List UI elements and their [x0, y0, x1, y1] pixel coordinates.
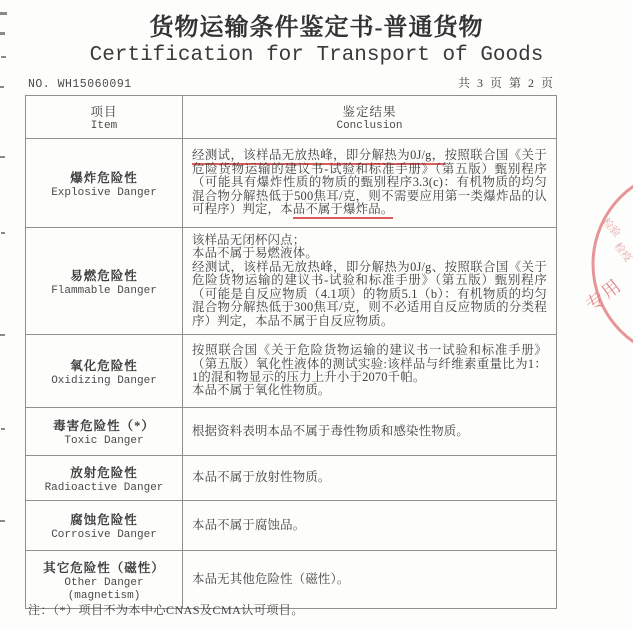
item-label-explosive	[26, 139, 183, 227]
item-label-radioactive-cn: 放射危险性	[70, 465, 138, 480]
item-label-corrosive-cn: 腐蚀危险性	[70, 513, 138, 527]
item-label-oxidizing-en: Oxidizing Danger	[51, 374, 157, 387]
table-header-row	[26, 96, 556, 138]
conclusion-flammable-line3: 经测试，该样品无放热峰，即分解热为0J/g、按照联合国《关于危险货物运输的建议书-试验和标准手册》（第五版）甄别程序（可能是自反应物质（4.1项）的物质5.1（b）：有机物质的均匀混合物分解热低于300焦耳/克，则不必适用自反应物质的分类程序）判定，本品不属于自反应物质。	[192, 259, 547, 328]
item-label-corrosive	[26, 501, 183, 550]
conclusion-radioactive	[183, 456, 556, 500]
document-number: NO. WH15060091	[28, 78, 132, 91]
stamp-arc-text: 检验	[599, 216, 622, 240]
scan-artifact	[0, 12, 7, 15]
item-label-toxic-cn: 毒害危险性（*）	[53, 419, 155, 433]
item-label-oxidizing-cn: 氧化危险性	[70, 358, 138, 373]
item-label-other-cn: 其它危险性（磁性）	[43, 560, 165, 575]
certification-table	[25, 95, 557, 609]
column-header-item-en: Item	[90, 120, 118, 132]
table-row-flammable-danger	[26, 227, 556, 334]
item-label-corrosive-en: Corrosive Danger	[51, 529, 157, 541]
column-header-conclusion	[183, 96, 556, 138]
table-row-toxic-danger	[26, 407, 556, 455]
item-label-flammable	[26, 228, 183, 334]
item-label-other-en2: (magnetism)	[67, 589, 141, 602]
item-label-radioactive	[26, 456, 183, 500]
item-label-toxic-en: Toxic Danger	[64, 435, 144, 447]
conclusion-radioactive-line1: 本品不属于放射性物质。	[192, 470, 331, 485]
conclusion-oxidizing	[183, 335, 556, 407]
stamp-arc-text: 检疫	[611, 241, 633, 265]
red-underlined-text: 经测试，该样品无放热峰，即分解热为0J/g，	[192, 148, 445, 165]
document-title-english: Certification for Transport of Goods	[89, 44, 544, 67]
conclusion-body-text: 按照联合国《关于危险货物运输的建议书-试验和标准手册》（第五版）甄别程序（可能具有爆炸性质的物质的甄别程序3.3(c)：有机物质的均匀混合物分解热低于500焦耳/克，则不需要应用第一类爆炸品的认可程序）判定，本	[192, 148, 547, 217]
conclusion-toxic-line1: 根据资料表明本品不属于毒性物质和感染性物质。	[192, 423, 469, 438]
item-label-explosive-en: Explosive Danger	[51, 186, 157, 199]
item-label-flammable-cn: 易燃危险性	[70, 268, 138, 283]
scan-artifact	[1, 428, 5, 430]
item-label-other-en: Other Danger	[64, 576, 144, 589]
column-header-conclusion-cn: 鉴定结果	[342, 105, 397, 119]
item-label-radioactive-en: Radioactive Danger	[44, 481, 164, 494]
column-header-item	[26, 96, 183, 138]
scan-artifact	[1, 232, 5, 234]
conclusion-explosive	[183, 139, 556, 227]
conclusion-flammable-line2: 本品不属于易燃液体。	[192, 246, 318, 261]
item-label-other	[26, 551, 183, 608]
column-header-conclusion-en: Conclusion	[336, 120, 403, 132]
document-title-chinese: 货物运输条件鉴定书-普通货物	[149, 15, 484, 41]
footnote: 注：（*）项目不为本中心CNAS及CMA认可项目。	[28, 603, 304, 617]
page-indicator: 共 3 页 第 2 页	[457, 76, 555, 90]
conclusion-flammable-line1: 该样品无闭杯闪点；	[192, 233, 306, 248]
scan-artifact	[1, 56, 6, 58]
scan-artifact	[0, 156, 5, 158]
item-label-oxidizing	[26, 335, 183, 407]
conclusion-explosive-text	[192, 149, 547, 216]
conclusion-flammable	[183, 228, 556, 334]
table-row-oxidizing-danger	[26, 334, 556, 407]
table-row-corrosive-danger	[26, 500, 556, 550]
red-seal-stamp	[558, 170, 633, 360]
table-row-other-danger	[26, 550, 556, 608]
table-row-explosive-danger	[26, 138, 556, 227]
stamp-main-text: 专用	[582, 274, 626, 316]
conclusion-other-line1: 本品无其他危险性（磁性）。	[192, 571, 350, 586]
item-label-toxic	[26, 408, 183, 455]
column-header-item-cn: 项目	[90, 105, 118, 119]
scan-artifact	[0, 86, 4, 88]
conclusion-toxic	[183, 408, 556, 455]
conclusion-corrosive-line1: 本品不属于腐蚀品。	[192, 517, 306, 532]
conclusion-oxidizing-line2: 本品不属于氧化性物质。	[192, 383, 331, 398]
red-underlined-text: 品不属于爆炸品。	[293, 202, 394, 219]
conclusion-corrosive	[183, 501, 556, 550]
conclusion-oxidizing-line1: 按照联合国《关于危险货物运输的建议书一试验和标准手册》（第五版）氧化性液体的测试实验:该样品与纤维素重量比为1：1的混和物显示的压力上升小于2070千帕。	[192, 343, 547, 384]
table-row-radioactive-danger	[26, 455, 556, 500]
item-label-explosive-cn: 爆炸危险性	[70, 170, 138, 185]
conclusion-other	[183, 551, 556, 608]
scan-artifact	[0, 520, 5, 522]
document-meta-row	[28, 74, 555, 91]
scan-artifact	[0, 32, 5, 35]
item-label-flammable-en: Flammable Danger	[51, 284, 157, 297]
scan-artifact	[0, 334, 5, 336]
